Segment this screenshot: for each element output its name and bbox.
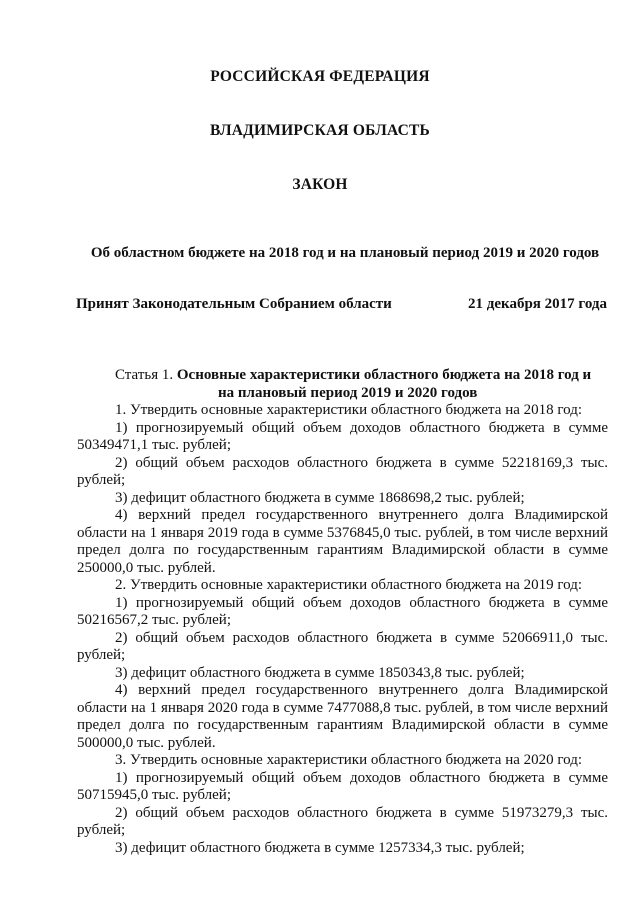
article-heading-line2: на плановый период 2019 и 2020 годов	[218, 384, 478, 401]
country-heading: РОССИЙСКАЯ ФЕДЕРАЦИЯ	[210, 68, 430, 85]
paragraph: 3) дефицит областного бюджета в сумме 1850343,8 тыс. рублей;	[115, 664, 525, 681]
article-heading-line1: Основные характеристики областного бюджета на 2018 год и	[176, 367, 592, 383]
article-1-header	[77, 367, 608, 402]
paragraph: 1. Утвердить основные характеристики областного бюджета на 2018 год:	[115, 402, 583, 418]
paragraph: 2) общий объем расходов областного бюджета в сумме 52066911,0 тыс. рублей;	[77, 629, 608, 663]
paragraph: 1) прогнозируемый общий объем доходов областного бюджета в сумме 50216567,2 тыс. рублей;	[77, 594, 608, 628]
adoption-date: 21 декабря 2017 года	[468, 296, 607, 312]
doc-type-heading: ЗАКОН	[292, 176, 348, 193]
paragraph: 4) верхний предел государственного внутреннего долга Владимирской области на 1 января 2019 года в сумме 5376845,0 тыс. рублей, в том числе верхний предел долга по государственным гарантиям Владимирской области в сумме 250000,0 тыс. рублей.	[77, 507, 608, 576]
law-body	[77, 367, 608, 857]
paragraph: 2. Утвердить основные характеристики областного бюджета на 2019 год:	[115, 577, 583, 593]
paragraph: 3) дефицит областного бюджета в сумме 1257334,3 тыс. рублей;	[115, 839, 525, 856]
paragraph: 4) верхний предел государственного внутреннего долга Владимирской области на 1 января 2020 года в сумме 7477088,8 тыс. рублей, в том числе верхний предел долга по государственным гарантиям Владимирской области в сумме 500000,0 тыс. рублей.	[77, 682, 608, 751]
paragraph: 3) дефицит областного бюджета в сумме 1868698,2 тыс. рублей;	[115, 489, 525, 506]
paragraph: 2) общий объем расходов областного бюджета в сумме 52218169,3 тыс. рублей;	[77, 454, 608, 488]
law-title: Об областном бюджете на 2018 год и на плановый период 2019 и 2020 годов	[90, 245, 600, 261]
region-heading: ВЛАДИМИРСКАЯ ОБЛАСТЬ	[210, 122, 430, 139]
paragraph: 3. Утвердить основные характеристики областного бюджета на 2020 год:	[115, 752, 583, 768]
paragraph: 1) прогнозируемый общий объем доходов областного бюджета в сумме 50349471,1 тыс. рублей;	[77, 419, 608, 453]
article-label: Статья 1.	[115, 367, 174, 383]
adopted-by: Принят Законодательным Собранием области	[76, 296, 392, 312]
paragraph: 2) общий объем расходов областного бюджета в сумме 51973279,3 тыс. рублей;	[77, 804, 608, 838]
paragraph: 1) прогнозируемый общий объем доходов областного бюджета в сумме 50715945,0 тыс. рублей;	[77, 769, 608, 803]
